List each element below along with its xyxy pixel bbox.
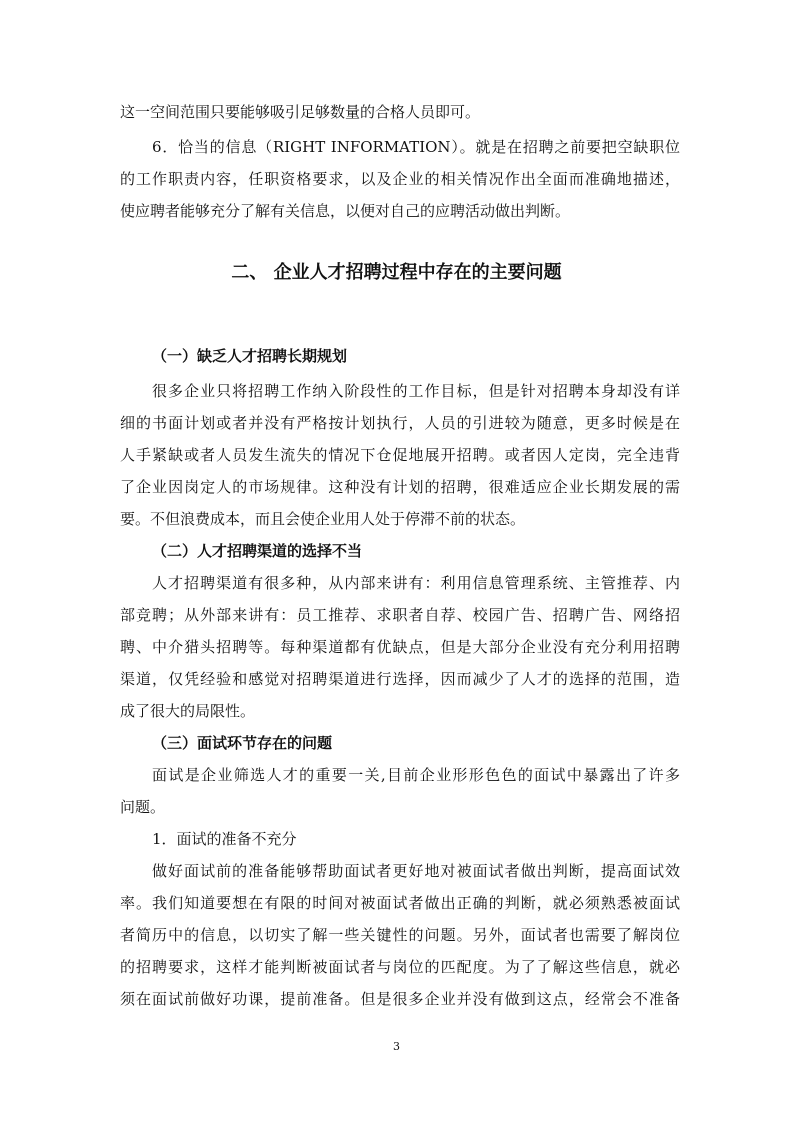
paragraph-line: 的招聘要求，这样才能判断被面试者与岗位的匹配度。为了了解这些信息，就必 [120, 958, 680, 976]
section-heading: 二、 企业人才招聘过程中存在的主要问题 [231, 262, 562, 283]
subsection-heading: （二）人才招聘渠道的选择不当 [152, 542, 363, 560]
item-heading: 1．面试的准备不充分 [152, 830, 297, 848]
subsection-heading: （一）缺乏人才招聘长期规划 [152, 347, 348, 365]
subsection-heading: （三）面试环节存在的问题 [152, 734, 333, 752]
paragraph-line: 的工作职责内容，任职资格要求，以及企业的相关情况作出全面而准确地描述， [120, 170, 680, 188]
paragraph-line: 率。我们知道要想在有限的时间对被面试者做出正确的判断，就必须熟悉被面试 [120, 894, 680, 912]
paragraph-line: 要。不但浪费成本，而且会使企业用人处于停滞不前的状态。 [120, 510, 526, 528]
paragraph-line: 人手紧缺或者人员发生流失的情况下仓促地展开招聘。或者因人定岗，完全违背 [120, 446, 680, 464]
paragraph-line: 了企业因岗定人的市场规律。这种没有计划的招聘，很难适应企业长期发展的需 [120, 478, 680, 496]
page-number: 3 [393, 1040, 400, 1053]
paragraph-line: 问题。 [120, 798, 166, 816]
paragraph-line: 6．恰当的信息（RIGHT INFORMATION）。就是在招聘之前要把空缺职位 [152, 138, 680, 156]
paragraph-line: 人才招聘渠道有很多种，从内部来讲有：利用信息管理系统、主管推荐、内 [152, 574, 680, 592]
paragraph-line: 渠道，仅凭经验和感觉对招聘渠道进行选择，因而减少了人才的选择的范围，造 [120, 670, 680, 688]
paragraph-line: 面试是企业筛选人才的重要一关,目前企业形形色色的面试中暴露出了许多 [152, 766, 680, 784]
paragraph-line: 者简历中的信息，以切实了解一些关键性的问题。另外，面试者也需要了解岗位 [120, 926, 680, 944]
paragraph-line: 成了很大的局限性。 [120, 702, 256, 720]
paragraph-line: 须在面试前做好功课，提前准备。但是很多企业并没有做到这点，经常会不准备 [120, 990, 680, 1008]
paragraph-line: 聘、中介猎头招聘等。每种渠道都有优缺点，但是大部分企业没有充分利用招聘 [120, 638, 680, 656]
paragraph-line: 使应聘者能够充分了解有关信息，以便对自己的应聘活动做出判断。 [120, 202, 571, 220]
paragraph-line: 这一空间范围只要能够吸引足够数量的合格人员即可。 [120, 103, 481, 121]
paragraph-line: 细的书面计划或者并没有严格按计划执行，人员的引进较为随意，更多时候是在 [120, 414, 680, 432]
paragraph-line: 做好面试前的准备能够帮助面试者更好地对被面试者做出判断，提高面试效 [152, 862, 680, 880]
paragraph-line: 部竞聘；从外部来讲有：员工推荐、求职者自荐、校园广告、招聘广告、网络招 [120, 606, 680, 624]
paragraph-line: 很多企业只将招聘工作纳入阶段性的工作目标，但是针对招聘本身却没有详 [152, 382, 680, 400]
